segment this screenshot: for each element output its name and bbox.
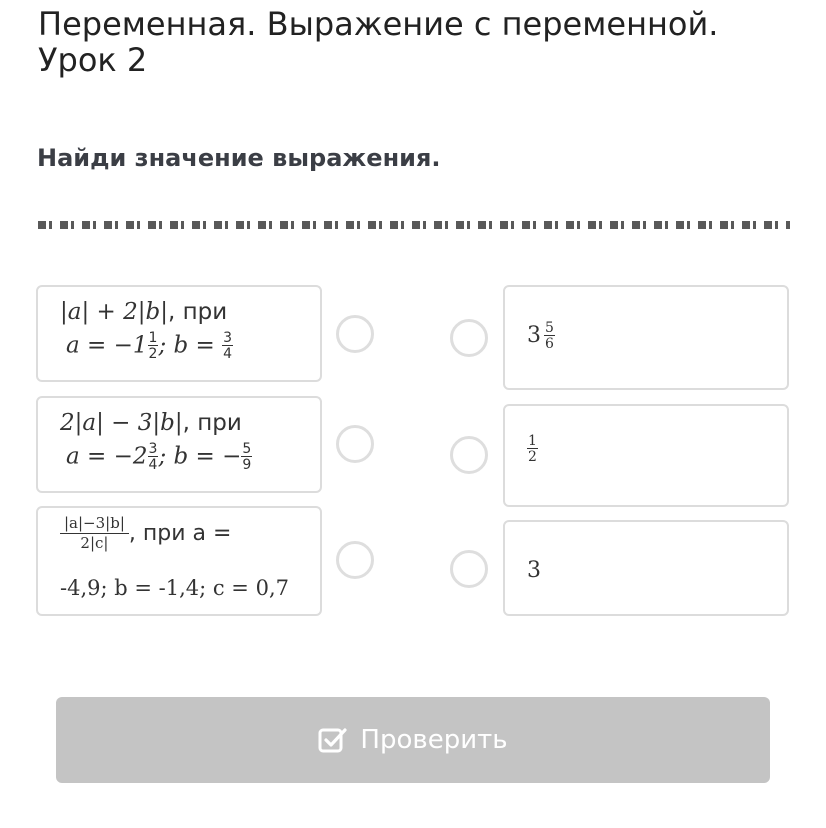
radio-left-1[interactable] [336, 315, 374, 353]
left-item-3-expression [60, 516, 231, 551]
left-item-3[interactable] [36, 506, 322, 616]
radio-left-2[interactable] [336, 425, 374, 463]
fraction-denominator: 2 [148, 346, 158, 362]
radio-right-2[interactable] [450, 436, 488, 474]
left-item-1-values [66, 331, 233, 361]
fraction-denominator: 4 [223, 346, 233, 362]
lesson-title-line1: Переменная. Выражение с переменной. [38, 5, 719, 43]
lesson-title-line2: Урок 2 [38, 41, 148, 79]
answer-fraction [527, 434, 538, 464]
fraction-numerator: 5 [242, 441, 252, 457]
expression-text: 2|a| − 3|b| [60, 410, 183, 436]
answer-fraction [544, 321, 555, 351]
fraction-denominator: 4 [148, 457, 158, 473]
right-item-2[interactable] [503, 404, 789, 507]
expression-fraction [60, 516, 129, 551]
fraction-denominator: 2 [528, 449, 537, 465]
b-value: ; b = [158, 332, 215, 359]
right-item-2-value [527, 434, 538, 464]
radio-right-1[interactable] [450, 319, 488, 357]
left-item-2-values [66, 442, 252, 472]
checkbox-check-icon [318, 727, 348, 753]
b-value: ; b = − [158, 443, 242, 470]
expression-suffix: , при a = [128, 521, 232, 546]
a-value: a = −1 [66, 332, 148, 359]
radio-right-3[interactable] [450, 550, 488, 588]
left-item-1[interactable] [36, 285, 322, 382]
b-fraction [222, 331, 233, 361]
left-item-3-values: -4,9; b = -1,4; c = 0,7 [60, 576, 289, 600]
task-question: Найди значение выражения. [37, 144, 441, 172]
check-button-label: Проверить [360, 725, 508, 755]
divider [38, 221, 790, 229]
fraction-denominator: 9 [242, 457, 252, 473]
left-item-1-expression [60, 299, 227, 325]
fraction-numerator: 1 [148, 330, 158, 346]
a-value: a = −2 [66, 443, 148, 470]
radio-left-3[interactable] [336, 541, 374, 579]
expression-suffix: , при [167, 299, 228, 325]
right-item-3-value: 3 [527, 558, 541, 583]
fraction-numerator: 5 [545, 320, 554, 336]
expression-text: |a| + 2|b| [60, 299, 168, 325]
fraction-numerator: |a|−3|b| [64, 514, 125, 532]
right-item-1-value [527, 321, 555, 351]
fraction-numerator: 3 [223, 330, 233, 346]
a-fraction [148, 331, 159, 361]
check-button[interactable] [56, 697, 770, 783]
right-item-1[interactable] [503, 285, 789, 390]
fraction-denominator: 2|c| [60, 533, 129, 551]
left-item-2[interactable] [36, 396, 322, 493]
expression-suffix: , при [182, 410, 242, 436]
fraction-denominator: 6 [545, 336, 554, 352]
whole-part: 3 [527, 323, 541, 348]
right-item-3[interactable] [503, 520, 789, 616]
a-fraction [148, 442, 159, 472]
fraction-numerator: 3 [148, 441, 158, 457]
lesson-title [38, 6, 818, 78]
b-fraction [241, 442, 252, 472]
left-item-2-expression [60, 410, 242, 436]
fraction-numerator: 1 [528, 433, 537, 449]
